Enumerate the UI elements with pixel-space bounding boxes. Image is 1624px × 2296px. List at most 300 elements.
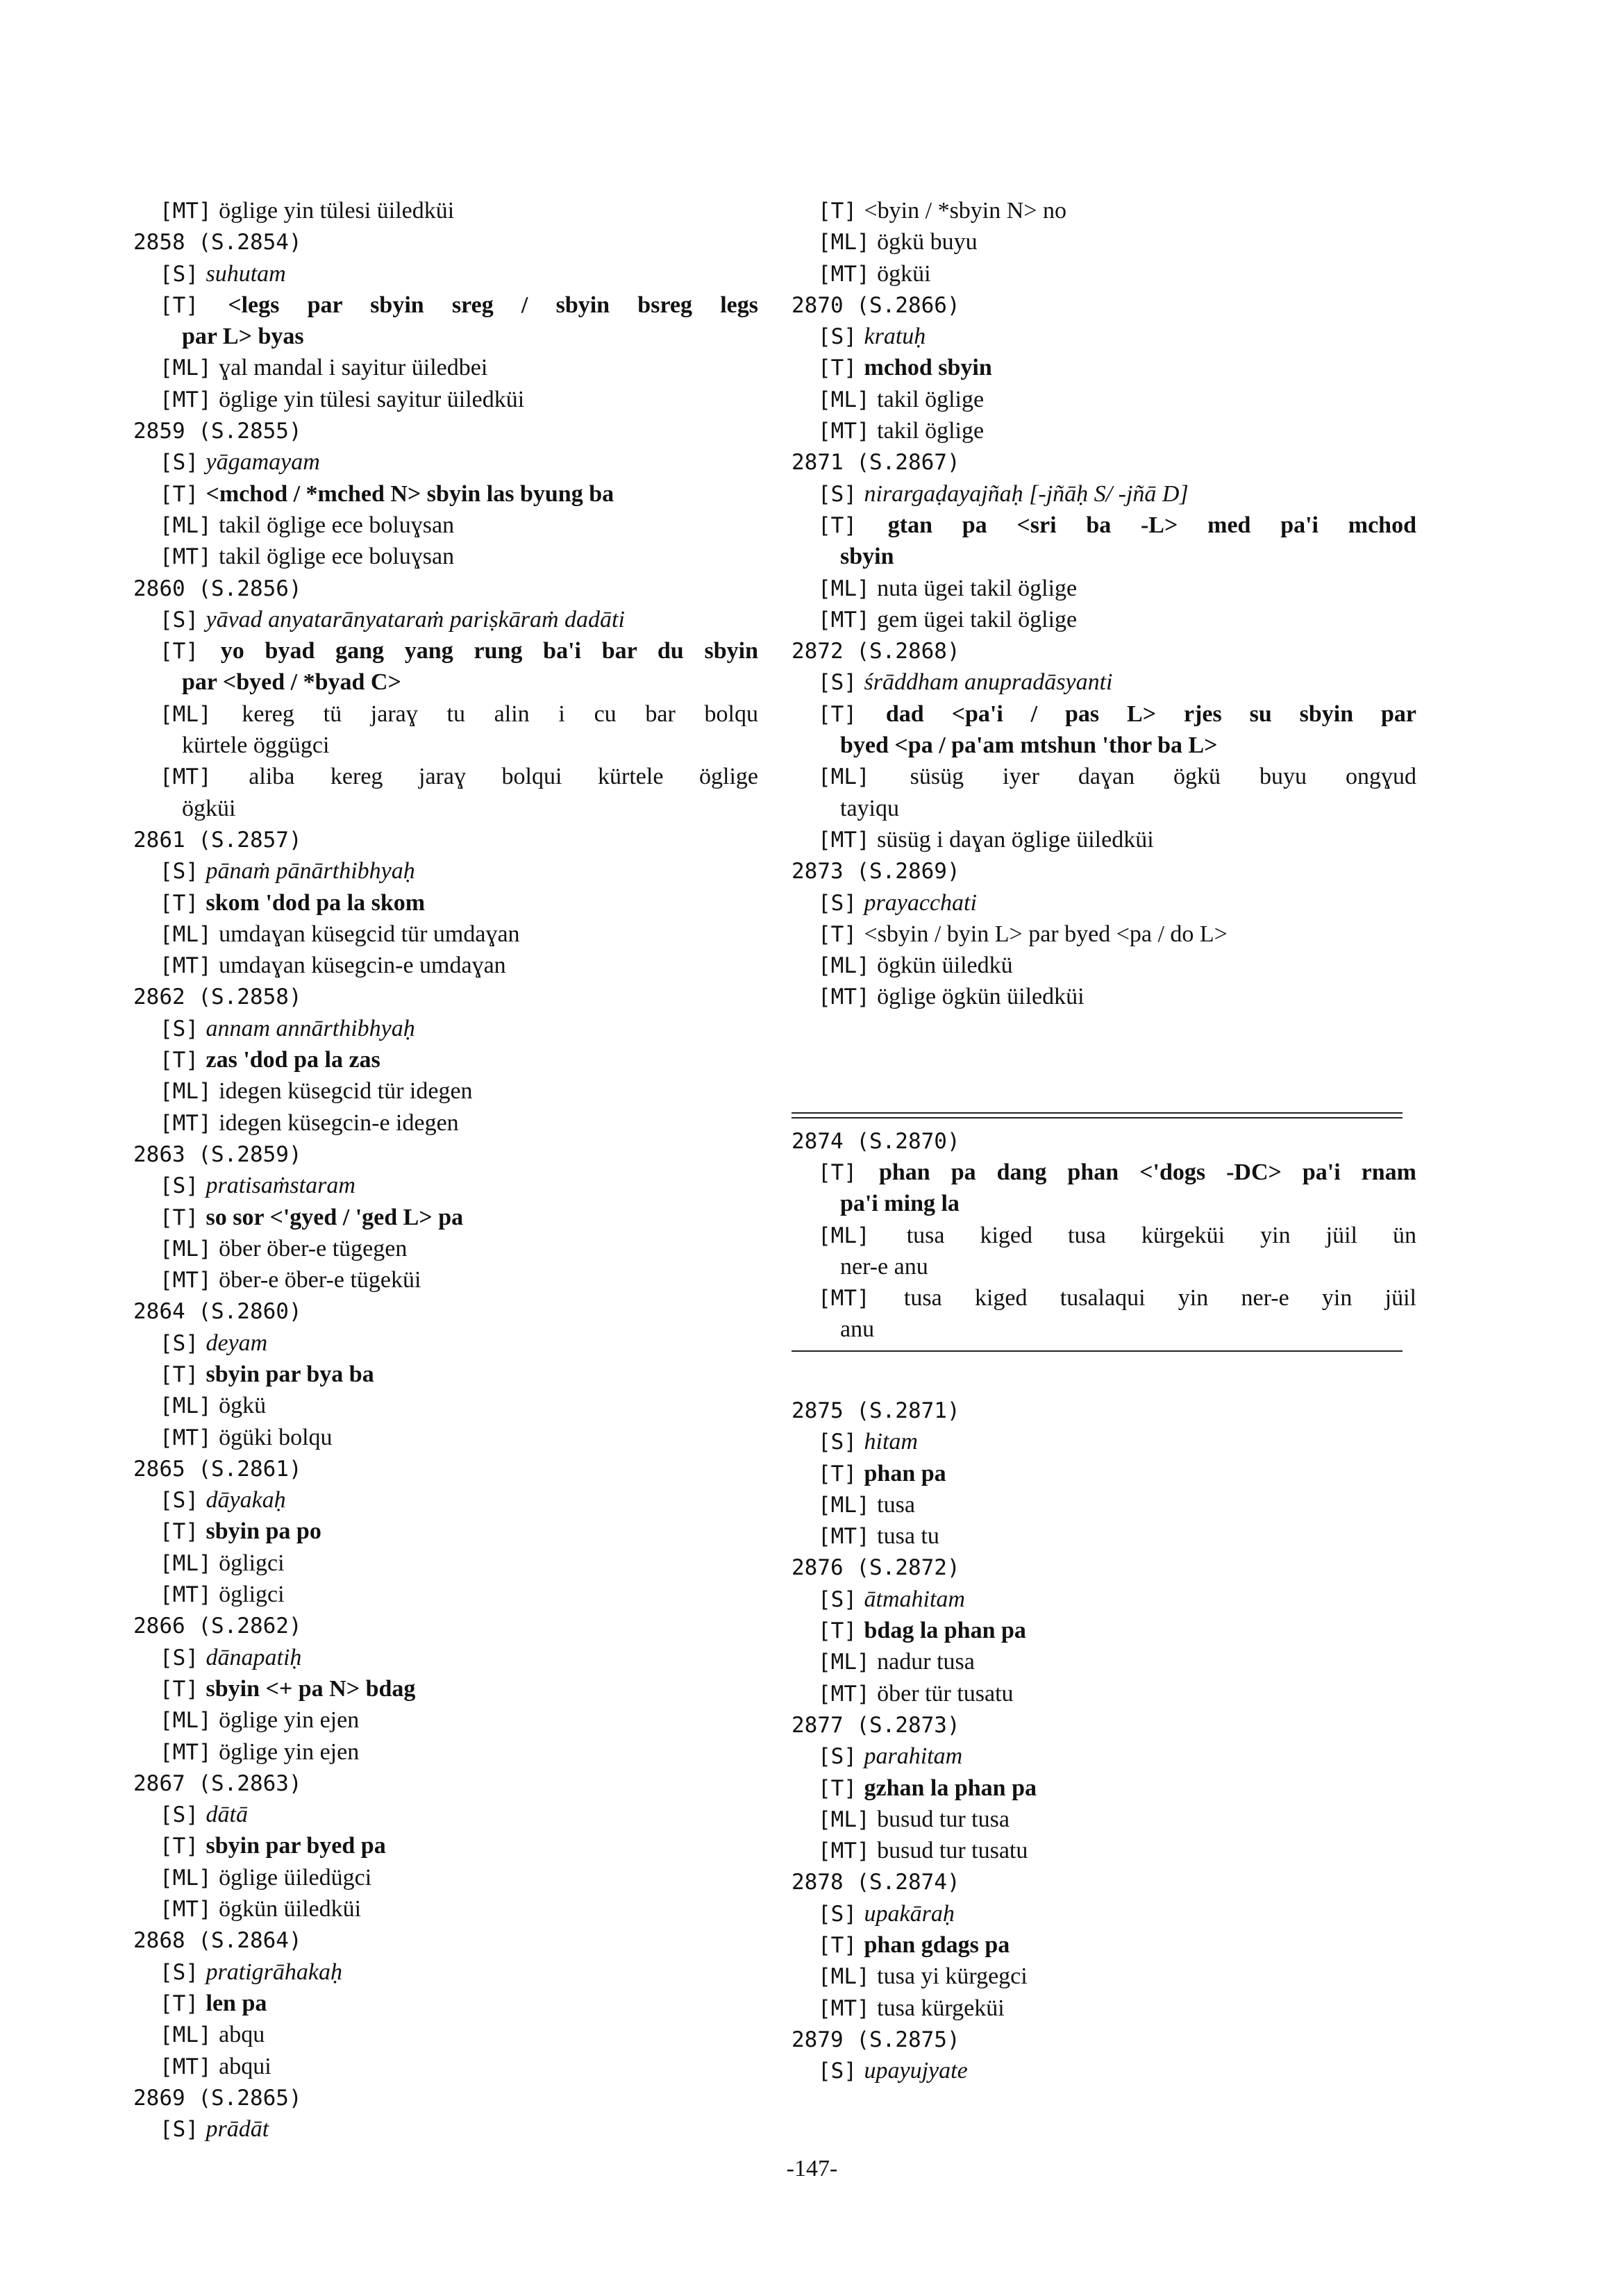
entry-line: [792, 540, 1416, 571]
entry-text: ögligci: [219, 1582, 285, 1608]
entry-text: öber tür tusatu: [877, 1680, 1014, 1707]
left-column: [133, 194, 758, 2144]
entry-number-text: 2869 (S.2865): [133, 2085, 302, 2111]
entry-text: <sbyin / byin L> par byed <pa / do L>: [864, 921, 1228, 947]
language-tag: [MT]: [818, 261, 870, 287]
language-tag: [T]: [818, 701, 857, 727]
entry-text: öglige yin ejen: [219, 1738, 360, 1765]
language-tag: [ML]: [818, 1650, 870, 1675]
entry-line: [792, 1803, 1416, 1834]
entry-line: [792, 351, 1416, 383]
entry-line: [792, 1219, 1416, 1250]
entry-number: [792, 1866, 1416, 1897]
entry-text: süsüg iyer daɣan ögkü buyu ongɣud: [910, 764, 1416, 790]
entry-text: <legs par sbyin sreg / sbyin bsreg legs: [228, 292, 758, 318]
entry-text: <byin / *sbyin N> no: [864, 198, 1066, 224]
entry-text: tayiqu: [840, 795, 899, 821]
spacer: [792, 1044, 1416, 1075]
entry-number: [133, 1609, 758, 1641]
entry-text: phan gdags pa: [864, 1932, 1010, 1959]
language-tag: [T]: [160, 1361, 199, 1387]
entry-line: [792, 2054, 1416, 2086]
entry-number-text: 2877 (S.2873): [792, 1712, 960, 1738]
entry-line: [133, 1484, 758, 1515]
entry-line: [133, 1704, 758, 1735]
language-tag: [ML]: [818, 1807, 870, 1832]
entry-number: [133, 2081, 758, 2113]
language-tag: [S]: [160, 450, 199, 476]
language-tag: [ML]: [160, 355, 212, 381]
entry-line: [133, 194, 758, 226]
entry-line: [792, 1282, 1416, 1313]
entry-line: [133, 258, 758, 289]
entry-number-text: 2871 (S.2867): [792, 450, 960, 476]
entry-text: bdag la phan pa: [864, 1618, 1026, 1644]
entry-text: ner-e anu: [840, 1253, 928, 1280]
entry-text: sbyin par byed pa: [206, 1833, 386, 1859]
entry-line: [792, 823, 1416, 855]
entry-line: [133, 1264, 758, 1295]
entry-line: [133, 1389, 758, 1421]
entry-number: [792, 1125, 1416, 1156]
language-tag: [ML]: [160, 1865, 212, 1891]
entry-number: [133, 1295, 758, 1326]
entry-number-text: 2878 (S.2874): [792, 1870, 960, 1895]
entry-line: [133, 1798, 758, 1829]
language-tag: [MT]: [160, 953, 212, 979]
entry-text: nuta ügei takil öglige: [877, 575, 1078, 601]
language-tag: [ML]: [818, 230, 870, 255]
entry-text: busud tur tusa: [877, 1806, 1010, 1832]
entry-number: [133, 226, 758, 257]
entry-text: dad <pa'i / pas L> rjes su sbyin par: [885, 701, 1416, 727]
entry-number-text: 2864 (S.2860): [133, 1299, 302, 1325]
language-tag: [MT]: [160, 387, 212, 412]
entry-line: [792, 698, 1416, 729]
entry-line: [792, 1583, 1416, 1614]
entry-text: takil öglige: [877, 418, 985, 444]
language-tag: [S]: [160, 1173, 199, 1199]
entry-text: prayacchati: [864, 889, 977, 916]
entry-text: sbyin: [840, 544, 894, 570]
entry-text: pratisaṁstaram: [206, 1173, 355, 1199]
entry-text: śrāddham anupradāsyanti: [864, 669, 1113, 696]
entry-text: dāyakaḥ: [206, 1487, 286, 1514]
language-tag: [S]: [818, 481, 857, 507]
entry-line: [133, 1893, 758, 1924]
language-tag: [T]: [818, 355, 857, 381]
entry-text: ögkün üiledküi: [219, 1896, 362, 1922]
entry-number: [133, 572, 758, 603]
entry-number-text: 2865 (S.2861): [133, 1456, 302, 1482]
entry-line: [792, 887, 1416, 918]
entry-line: [792, 414, 1416, 446]
entry-line: [133, 2113, 758, 2144]
entry-number: [133, 1924, 758, 1955]
entry-number-text: 2867 (S.2863): [133, 1770, 302, 1796]
entry-line: [792, 666, 1416, 697]
language-tag: [MT]: [818, 1524, 870, 1550]
language-tag: [T]: [160, 481, 199, 507]
language-tag: [T]: [818, 1159, 857, 1185]
language-tag: [T]: [818, 1775, 857, 1801]
entry-text: öglige ögkün üiledküi: [877, 984, 1085, 1010]
entry-text: idegen küsegcin-e idegen: [219, 1109, 459, 1136]
language-tag: [S]: [818, 670, 857, 696]
entry-line: [792, 572, 1416, 603]
entry-text: ögligci: [219, 1550, 285, 1576]
entry-line: [792, 1457, 1416, 1489]
entry-number-text: 2861 (S.2857): [133, 827, 302, 853]
entry-number: [133, 1138, 758, 1169]
right-column: [792, 194, 1416, 2086]
entry-line: [133, 1107, 758, 1138]
spacer: [792, 1012, 1416, 1044]
language-tag: [T]: [160, 1991, 199, 2016]
entry-line: [792, 383, 1416, 414]
entry-text: upayujyate: [864, 2058, 968, 2084]
entry-text: takil öglige ece boluɣsan: [219, 512, 455, 538]
entry-text: busud tur tusatu: [877, 1838, 1028, 1864]
entry-line: [792, 949, 1416, 980]
entry-line: [792, 1992, 1416, 2023]
entry-line: [133, 1641, 758, 1673]
entry-line: [133, 1201, 758, 1232]
spacer: [792, 1363, 1416, 1394]
entry-text: tusa kiged tusa kürgeküi yin jüil ün: [906, 1222, 1416, 1248]
entry-text: idegen küsegcid tür idegen: [219, 1078, 473, 1105]
entry-text: nirargaḍayajñaḥ [-jñāḥ S/ -jñā D]: [864, 480, 1189, 507]
language-tag: [S]: [818, 2059, 857, 2084]
language-tag: [S]: [160, 261, 199, 287]
rule-line: [792, 1350, 1403, 1352]
entry-line: [133, 760, 758, 791]
language-tag: [ML]: [818, 1492, 870, 1518]
language-tag: [S]: [160, 1959, 199, 1985]
entry-text: skom 'dod pa la skom: [206, 889, 426, 916]
entry-text: annam annārthibhyaḥ: [206, 1015, 415, 1041]
page-number: -147-: [786, 2156, 838, 2181]
entry-number: [792, 855, 1416, 886]
entry-text: kratuḥ: [864, 324, 926, 350]
entry-number: [792, 289, 1416, 320]
entry-text: takil öglige ece boluɣsan: [219, 544, 455, 570]
entry-line: [133, 1736, 758, 1767]
entry-line: [792, 729, 1416, 760]
language-tag: [T]: [160, 639, 199, 664]
entry-text: ātmahitam: [864, 1586, 965, 1612]
language-tag: [S]: [818, 1901, 857, 1927]
language-tag: [ML]: [818, 764, 870, 790]
language-tag: [S]: [818, 324, 857, 350]
entry-text: par <byed / *byad C>: [182, 669, 401, 696]
language-tag: [T]: [160, 292, 199, 318]
entry-text: suhutam: [206, 260, 286, 287]
language-tag: [S]: [160, 1330, 199, 1356]
entry-number-text: 2879 (S.2875): [792, 2027, 960, 2052]
entry-line: [792, 1960, 1416, 1991]
entry-line: [792, 1834, 1416, 1866]
entry-number-text: 2876 (S.2872): [792, 1555, 960, 1581]
entry-line: [792, 258, 1416, 289]
entry-number: [133, 1452, 758, 1484]
entry-line: [133, 1012, 758, 1044]
entry-line: [792, 1187, 1416, 1218]
entry-text: nadur tusa: [877, 1649, 975, 1675]
spacer: [792, 1075, 1416, 1106]
entry-line: [133, 666, 758, 697]
entry-text: sbyin par bya ba: [206, 1361, 374, 1387]
language-tag: [MT]: [160, 1268, 212, 1293]
entry-text: öber öber-e tügegen: [219, 1235, 408, 1262]
entry-number: [792, 446, 1416, 477]
entry-number: [792, 635, 1416, 666]
language-tag: [ML]: [160, 2022, 212, 2048]
entry-text: upakāraḥ: [864, 1900, 955, 1927]
entry-line: [133, 1547, 758, 1578]
entry-line: [133, 1421, 758, 1452]
language-tag: [MT]: [818, 607, 870, 632]
language-tag: [S]: [160, 1016, 199, 1041]
entry-line: [792, 792, 1416, 823]
entry-text: süsüg i daɣan öglige üiledküi: [877, 826, 1154, 853]
entry-line: [133, 918, 758, 949]
entry-line: [133, 855, 758, 886]
entry-line: [133, 698, 758, 729]
entry-text: sbyin <+ pa N> bdag: [206, 1675, 416, 1702]
entry-line: [792, 320, 1416, 351]
entry-number: [792, 2023, 1416, 2054]
language-tag: [T]: [818, 921, 857, 947]
entry-number: [792, 1709, 1416, 1740]
entry-text: tusa tu: [877, 1523, 939, 1550]
entry-number: [792, 1394, 1416, 1425]
entry-number-text: 2868 (S.2864): [133, 1928, 302, 1954]
language-tag: [MT]: [818, 1995, 870, 2021]
language-tag: [T]: [818, 199, 857, 224]
entry-number-text: 2858 (S.2854): [133, 230, 302, 255]
entry-text: <mchod / *mched N> sbyin las byung ba: [206, 480, 614, 507]
language-tag: [MT]: [160, 1582, 212, 1608]
language-tag: [T]: [160, 1048, 199, 1073]
rule-line: [792, 1117, 1403, 1118]
entry-line: [133, 1578, 758, 1609]
entry-number: [133, 1767, 758, 1798]
entry-text: pa'i ming la: [840, 1191, 960, 1217]
entry-text: pratigrāhakaḥ: [206, 1959, 342, 1985]
entry-text: par L> byas: [182, 324, 304, 350]
language-tag: [S]: [818, 1744, 857, 1770]
language-tag: [ML]: [160, 921, 212, 947]
language-tag: [MT]: [160, 1739, 212, 1765]
entry-text: tusa kürgeküi: [877, 1995, 1005, 2021]
language-tag: [T]: [160, 1205, 199, 1230]
language-tag: [ML]: [160, 1236, 212, 1262]
entry-text: so sor <'gyed / 'ged L> pa: [206, 1204, 464, 1230]
entry-line: [133, 1861, 758, 1893]
language-tag: [T]: [818, 1618, 857, 1644]
entry-number-text: 2862 (S.2858): [133, 984, 302, 1010]
language-tag: [ML]: [818, 387, 870, 412]
entry-text: anu: [840, 1316, 875, 1343]
entry-line: [133, 509, 758, 540]
language-tag: [ML]: [818, 1964, 870, 1990]
language-tag: [T]: [160, 1676, 199, 1702]
language-tag: [S]: [160, 2117, 199, 2143]
entry-line: [133, 1515, 758, 1546]
entry-text: gem ügei takil öglige: [877, 606, 1078, 632]
entry-text: yāgamayam: [206, 449, 320, 476]
entry-text: tusa: [877, 1491, 915, 1518]
entry-text: dātā: [206, 1802, 248, 1828]
entry-number-text: 2874 (S.2870): [792, 1128, 960, 1154]
language-tag: [T]: [818, 512, 857, 538]
language-tag: [MT]: [160, 2054, 212, 2079]
language-tag: [ML]: [160, 1393, 212, 1419]
language-tag: [S]: [160, 1488, 199, 1514]
entry-line: [133, 603, 758, 635]
rule-line: [792, 1112, 1403, 1114]
entry-line: [792, 478, 1416, 509]
language-tag: [S]: [160, 1802, 199, 1828]
entry-line: [792, 1677, 1416, 1709]
entry-line: [792, 1740, 1416, 1771]
entry-text: öglige üiledügci: [219, 1864, 372, 1891]
entry-line: [133, 383, 758, 414]
entry-text: yāvad anyatarānyataraṁ pariṣkāraṁ dadāti: [206, 606, 625, 632]
entry-line: [792, 1425, 1416, 1457]
entry-text: umdaɣan küsegcid tür umdaɣan: [219, 921, 520, 947]
entry-line: [133, 1232, 758, 1264]
entry-text: zas 'dod pa la zas: [206, 1047, 380, 1073]
entry-text: öglige yin ejen: [219, 1707, 360, 1734]
entry-text: gzhan la phan pa: [864, 1775, 1037, 1801]
entry-text: takil öglige: [877, 386, 985, 412]
language-tag: [ML]: [160, 701, 212, 727]
language-tag: [MT]: [818, 984, 870, 1010]
entry-text: ögüki bolqu: [219, 1424, 333, 1450]
entry-text: abqu: [219, 2022, 265, 2048]
entry-line: [792, 1645, 1416, 1677]
entry-line: [133, 635, 758, 666]
entry-text: öglige yin tülesi üiledküi: [219, 198, 455, 224]
entry-number: [133, 980, 758, 1012]
entry-line: [792, 1614, 1416, 1645]
entry-text: öber-e öber-e tügeküi: [219, 1267, 421, 1293]
entry-text: ögküi: [182, 795, 236, 821]
entry-text: tusa yi kürgegci: [877, 1963, 1028, 1990]
entry-line: [133, 2050, 758, 2081]
language-tag: [S]: [160, 1645, 199, 1670]
language-tag: [MT]: [160, 764, 212, 790]
entry-line: [133, 1673, 758, 1704]
entry-text: abqui: [219, 2053, 271, 2079]
entry-line: [133, 1075, 758, 1106]
entry-line: [792, 1313, 1416, 1344]
language-tag: [MT]: [160, 199, 212, 224]
entry-text: aliba kereg jaraɣ bolqui kürtele öglige: [249, 764, 758, 790]
entry-text: kereg tü jaraɣ tu alin i cu bar bolqu: [242, 701, 758, 727]
entry-text: sbyin pa po: [206, 1518, 321, 1545]
language-tag: [T]: [818, 1461, 857, 1486]
entry-line: [792, 509, 1416, 540]
entry-line: [133, 320, 758, 351]
entry-text: yo byad gang yang rung ba'i bar du sbyin: [220, 638, 758, 664]
entry-line: [792, 760, 1416, 791]
language-tag: [ML]: [160, 1708, 212, 1734]
entry-text: kürtele öggügci: [182, 732, 330, 759]
double-rule-divider: [792, 1107, 1416, 1125]
language-tag: [S]: [818, 1430, 857, 1455]
language-tag: [ML]: [160, 1079, 212, 1105]
entry-text: ögkü: [219, 1393, 267, 1419]
entry-number-text: 2870 (S.2866): [792, 292, 960, 318]
entry-number-text: 2859 (S.2855): [133, 419, 302, 444]
entry-text: ögküi: [877, 260, 931, 287]
entry-line: [133, 1358, 758, 1389]
entry-line: [133, 1044, 758, 1075]
entry-text: hitam: [864, 1429, 918, 1455]
language-tag: [S]: [160, 859, 199, 885]
language-tag: [MT]: [160, 1110, 212, 1136]
entry-text: dānapatiḥ: [206, 1644, 302, 1670]
entry-line: [792, 194, 1416, 226]
language-tag: [MT]: [818, 1681, 870, 1707]
entry-number: [792, 1551, 1416, 1582]
entry-number-text: 2875 (S.2871): [792, 1398, 960, 1423]
language-tag: [S]: [160, 607, 199, 632]
entry-line: [792, 1897, 1416, 1929]
language-tag: [MT]: [818, 1286, 870, 1312]
language-tag: [ML]: [818, 576, 870, 601]
entry-number-text: 2860 (S.2856): [133, 576, 302, 601]
language-tag: [ML]: [160, 1550, 212, 1576]
entry-line: [792, 1520, 1416, 1551]
language-tag: [T]: [160, 1519, 199, 1545]
language-tag: [T]: [160, 890, 199, 916]
entry-text: gtan pa <sri ba -L> med pa'i mchod: [887, 512, 1416, 538]
entry-line: [792, 1489, 1416, 1520]
entry-line: [133, 478, 758, 509]
language-tag: [MT]: [818, 1838, 870, 1864]
entry-text: ögkü buyu: [877, 229, 978, 255]
entry-text: phan pa: [864, 1460, 946, 1486]
rule-divider: [792, 1345, 1416, 1363]
entry-line: [133, 887, 758, 918]
entry-line: [133, 1327, 758, 1358]
entry-line: [133, 1956, 758, 1987]
entry-text: byed <pa / pa'am mtshun 'thor ba L>: [840, 732, 1218, 759]
entry-line: [133, 540, 758, 571]
entry-text: ɣal mandal i sayitur üiledbei: [219, 355, 488, 381]
entry-text: prādāt: [206, 2116, 269, 2143]
entry-line: [792, 603, 1416, 635]
entry-line: [133, 289, 758, 320]
language-tag: [ML]: [818, 1223, 870, 1248]
entry-number: [133, 414, 758, 446]
entry-number: [133, 823, 758, 855]
entry-line: [792, 980, 1416, 1012]
entry-line: [792, 1156, 1416, 1187]
entry-line: [133, 351, 758, 383]
language-tag: [T]: [160, 1834, 199, 1859]
language-tag: [MT]: [160, 544, 212, 570]
entry-text: tusa kiged tusalaqui yin ner-e yin jüil: [903, 1285, 1416, 1312]
entry-line: [133, 1829, 758, 1861]
entry-line: [133, 729, 758, 760]
entry-line: [792, 226, 1416, 257]
entry-line: [133, 1169, 758, 1200]
